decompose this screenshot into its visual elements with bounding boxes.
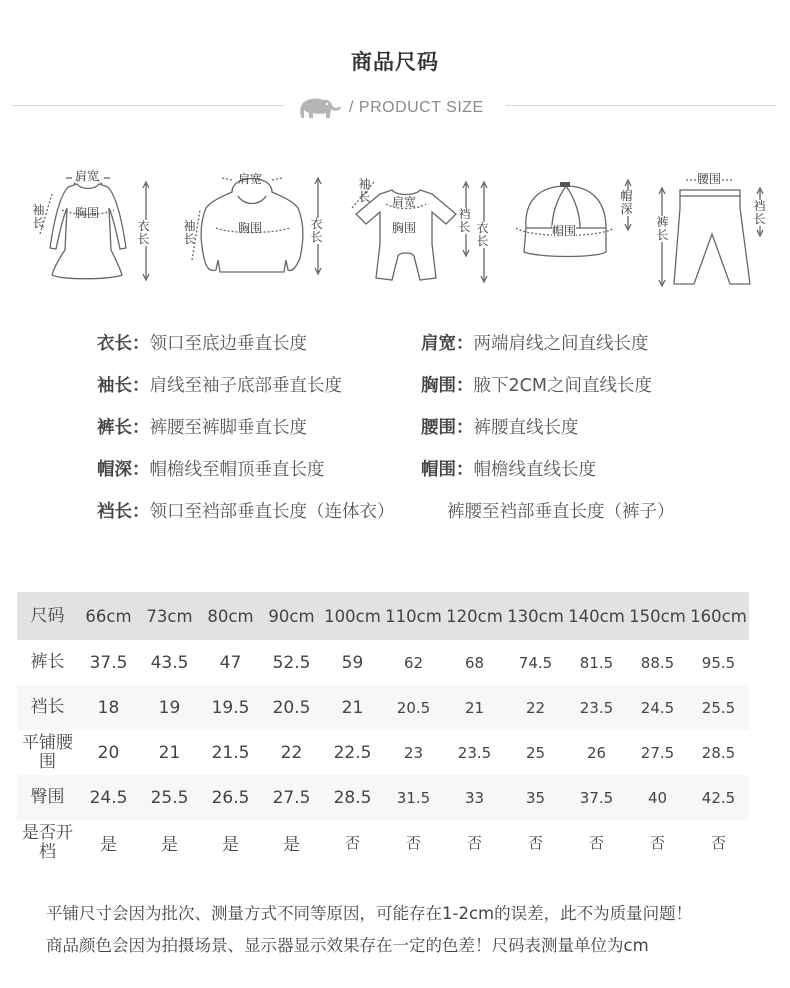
hoodie-length-label: 衣长 xyxy=(310,217,323,244)
table-cell: 88.5 xyxy=(640,653,675,672)
table-cell: 21 xyxy=(322,685,383,730)
note-line: 商品颜色会因为拍摄场景、显示器显示效果存在一定的色差！尺码表测量单位为cm xyxy=(46,936,649,955)
hoodie-sleeve-label: 袖长 xyxy=(183,219,196,246)
size-header: 73cm xyxy=(139,592,200,640)
table-cell: 35 xyxy=(505,775,566,820)
definition-item: 胸围：腋下2CM之间直线长度 xyxy=(421,376,652,396)
elephant-icon xyxy=(297,96,343,120)
subtitle-text: / PRODUCT SIZE xyxy=(349,99,484,116)
table-cell: 否 xyxy=(405,834,421,852)
table-cell: 否 xyxy=(466,834,482,852)
definition-item: 肩宽：两端肩线之间直线长度 xyxy=(421,334,649,354)
table-cell: 40 xyxy=(627,775,688,820)
definition-item: 衣长：领口至底边垂直长度 xyxy=(97,334,307,354)
dress-diagram-icon xyxy=(40,178,149,280)
table-cell: 31.5 xyxy=(383,775,444,820)
table-cell: 25.5 xyxy=(139,775,200,820)
table-row xyxy=(17,685,749,730)
pants-length-label: 裤长 xyxy=(656,215,669,242)
table-cell: 否 xyxy=(344,834,360,852)
table-cell: 18 xyxy=(78,685,139,730)
table-cell: 21 xyxy=(158,742,181,763)
table-cell: 37.5 xyxy=(89,652,128,673)
table-cell: 是 xyxy=(100,835,117,855)
cap-circumference-label: 帽围 xyxy=(552,224,577,238)
table-cell: 否 xyxy=(710,834,726,852)
header-label: 尺码 xyxy=(17,592,78,640)
table-cell: 33 xyxy=(444,775,505,820)
pants-crotch-label: 裆长 xyxy=(753,199,766,226)
hoodie-chest-label: 胸围 xyxy=(238,221,263,235)
row-label: 是否开档 xyxy=(22,822,73,862)
row-label: 臀围 xyxy=(17,775,78,820)
table-cell: 是 xyxy=(283,835,300,855)
size-header: 100cm xyxy=(322,592,383,640)
notes xyxy=(46,898,692,962)
table-cell: 20.5 xyxy=(383,685,444,730)
definition-item: 腰围：裤腰直线长度 xyxy=(421,418,579,438)
garment-diagrams xyxy=(0,160,790,290)
table-cell: 52.5 xyxy=(272,652,311,673)
table-cell: 81.5 xyxy=(579,653,614,672)
table-cell: 是 xyxy=(222,835,239,855)
definition-item: 袖长：肩线至袖子底部垂直长度 xyxy=(97,376,342,396)
size-header: 140cm xyxy=(566,592,627,640)
definition-item: 帽深：帽檐线至帽顶垂直长度 xyxy=(97,460,325,480)
table-cell: 42.5 xyxy=(688,775,749,820)
row-label: 裤长 xyxy=(30,652,65,672)
size-header: 130cm xyxy=(505,592,566,640)
cap-depth-label: 帽深 xyxy=(620,189,633,216)
table-cell: 19 xyxy=(139,685,200,730)
note-line: 平铺尺寸会因为批次、测量方式不同等原因，可能存在1-2cm的误差，此不为质量问题！ xyxy=(46,904,693,923)
row-label: 裆长 xyxy=(17,685,78,730)
size-header: 120cm xyxy=(444,592,505,640)
size-header: 160cm xyxy=(688,592,749,640)
table-cell: 28.5 xyxy=(322,775,383,820)
table-cell: 26 xyxy=(586,743,607,762)
table-cell: 28.5 xyxy=(701,743,736,762)
divider-left xyxy=(12,105,284,106)
table-cell: 24.5 xyxy=(78,775,139,820)
table-cell: 37.5 xyxy=(566,775,627,820)
size-header: 150cm xyxy=(627,592,688,640)
table-row xyxy=(17,775,749,820)
table-cell: 否 xyxy=(527,834,543,852)
dress-length-label: 衣长 xyxy=(137,219,150,246)
hoodie-shoulder-label: 肩宽 xyxy=(238,172,263,186)
table-cell: 59 xyxy=(341,652,364,673)
table-row xyxy=(17,730,749,775)
size-header: 66cm xyxy=(78,592,139,640)
size-header: 90cm xyxy=(261,592,322,640)
table-cell: 是 xyxy=(161,835,178,855)
definition-item: 帽围：帽檐线直线长度 xyxy=(421,460,596,480)
pants-diagram-icon xyxy=(659,180,763,286)
table-cell: 23 xyxy=(403,743,424,762)
table-cell: 95.5 xyxy=(701,653,736,672)
table-cell: 21 xyxy=(444,685,505,730)
table-row xyxy=(17,820,749,865)
subtitle xyxy=(297,96,484,120)
romper-shoulder-label: 肩宽 xyxy=(392,195,417,209)
table-cell: 47 xyxy=(219,652,242,673)
table-cell: 否 xyxy=(649,834,665,852)
table-cell: 27.5 xyxy=(640,743,675,762)
cap-diagram-icon xyxy=(516,180,631,257)
table-cell: 62 xyxy=(403,653,424,672)
table-cell: 27.5 xyxy=(261,775,322,820)
size-header: 110cm xyxy=(383,592,444,640)
table-cell: 24.5 xyxy=(627,685,688,730)
table-cell: 22 xyxy=(505,685,566,730)
definition-item: 裤长：裤腰至裤脚垂直长度 xyxy=(97,418,307,438)
page-title: 商品尺码 xyxy=(351,50,439,74)
table-cell: 否 xyxy=(588,834,604,852)
dress-shoulder-label: 肩宽 xyxy=(75,169,100,183)
row-label: 平铺腰围 xyxy=(22,732,73,772)
table-cell: 43.5 xyxy=(150,652,189,673)
table-cell: 22.5 xyxy=(333,742,372,763)
definition-item: 裆长：领口至裆部垂直长度（连体衣） xyxy=(97,502,395,522)
table-row xyxy=(17,640,749,685)
table-cell: 21.5 xyxy=(211,742,250,763)
table-cell: 74.5 xyxy=(518,653,553,672)
romper-length-label: 衣长 xyxy=(476,221,489,248)
table-cell: 20.5 xyxy=(261,685,322,730)
dress-chest-label: 胸围 xyxy=(75,206,100,220)
table-cell: 68 xyxy=(464,653,485,672)
table-cell: 19.5 xyxy=(200,685,261,730)
size-header: 80cm xyxy=(200,592,261,640)
table-cell: 26.5 xyxy=(200,775,261,820)
table-cell: 22 xyxy=(280,742,303,763)
definition-item: 裤腰至裆部垂直长度（裤子） xyxy=(447,502,675,522)
size-table xyxy=(17,592,749,865)
romper-sleeve-label: 袖长 xyxy=(358,177,371,204)
table-cell: 20 xyxy=(97,742,120,763)
table-cell: 25.5 xyxy=(688,685,749,730)
table-header-row xyxy=(17,592,749,640)
romper-crotch-label: 裆长 xyxy=(458,207,471,234)
table-cell: 23.5 xyxy=(566,685,627,730)
table-cell: 25 xyxy=(525,743,546,762)
table-cell: 23.5 xyxy=(457,743,492,762)
dress-sleeve-label: 袖长 xyxy=(32,203,45,230)
pants-waist-label: 腰围 xyxy=(697,172,722,186)
divider-right xyxy=(506,105,776,106)
romper-chest-label: 胸围 xyxy=(392,221,417,235)
